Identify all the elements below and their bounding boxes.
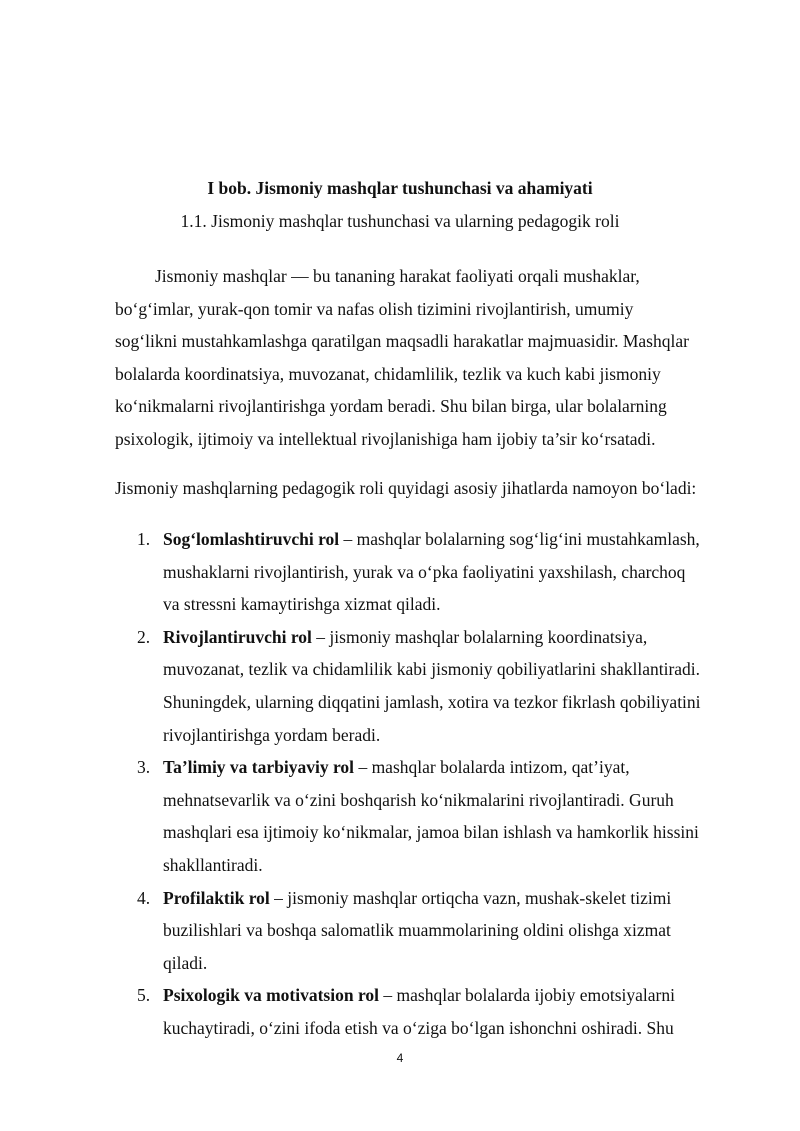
list-number: 2. xyxy=(137,626,151,647)
role-term: Profilaktik rol xyxy=(163,887,270,908)
list-item xyxy=(115,523,745,621)
page-number: 4 xyxy=(396,1051,404,1065)
intro-paragraph xyxy=(115,260,745,456)
paragraph-line: bo‘g‘imlar, yurak-qon tomir va nafas olish tizimini rivojlantirish, umumiy xyxy=(115,298,634,319)
role-text: buzilishlari va boshqa salomatlik muammolarining oldini olishga xizmat xyxy=(163,920,671,941)
chapter-title: I bob. Jismoniy mashqlar tushunchasi va ahamiyati xyxy=(207,178,593,198)
paragraph-line: psixologik, ijtimoiy va intellektual rivojlanishiga ham ijobiy ta’sir ko‘rsatadi. xyxy=(115,428,656,449)
list-number: 1. xyxy=(137,529,151,549)
list-item xyxy=(115,621,745,751)
role-term: Rivojlantiruvchi rol xyxy=(163,626,312,647)
role-text: qiladi. xyxy=(163,952,208,973)
role-text: kuchaytiradi, o‘zini ifoda etish va o‘ziga bo‘lgan ishonchni oshiradi. Shu xyxy=(163,1017,674,1038)
role-text: va stressni kamaytirishga xizmat qiladi. xyxy=(163,594,441,615)
list-item xyxy=(115,979,745,1044)
role-text: Shuningdek, ularning diqqatini jamlash, xotira va tezkor fikrlash qobiliyatini xyxy=(163,691,701,712)
list-item xyxy=(115,751,745,881)
role-text: shakllantiradi. xyxy=(163,854,263,875)
role-text: – mashqlar bolalarning sog‘lig‘ini mustahkamlash, xyxy=(339,529,700,549)
role-term: Sog‘lomlashtiruvchi rol xyxy=(163,529,340,549)
role-text: – jismoniy mashqlar bolalarning koordinatsiya, xyxy=(311,626,648,647)
paragraph-line: sog‘likni mustahkamlashga qaratilgan maqsadli harakatlar majmuasidir. Mashqlar xyxy=(115,331,689,352)
role-text: muvozanat, tezlik va chidamlilik kabi jismoniy qobiliyatlarini shakllantiradi. xyxy=(163,659,701,680)
role-text: – jismoniy mashqlar ortiqcha vazn, mushak-skelet tizimi xyxy=(269,887,672,908)
role-term: Ta’limiy va tarbiyaviy rol xyxy=(163,757,355,778)
list-item xyxy=(115,882,745,980)
role-text: – mashqlar bolalarda ijobiy emotsiyalarni xyxy=(379,985,675,1006)
paragraph-line: ko‘nikmalarni rivojlantirishga yordam beradi. Shu bilan birga, ular bolalarning xyxy=(115,396,667,417)
role-term: Psixologik va motivatsion rol xyxy=(163,985,380,1006)
roles-list xyxy=(115,523,745,1045)
lead-in-paragraph: Jismoniy mashqlarning pedagogik roli quyidagi asosiy jihatlarda namoyon bo‘ladi: xyxy=(115,478,697,498)
paragraph-line: bolalarda koordinatsiya, muvozanat, chidamlilik, tezlik va kuch kabi jismoniy xyxy=(115,363,661,384)
role-text: mashqlari esa ijtimoiy ko‘nikmalar, jamoa bilan ishlash va hamkorlik hissini xyxy=(163,822,699,843)
section-title: 1.1. Jismoniy mashqlar tushunchasi va ularning pedagogik roli xyxy=(180,211,620,231)
role-text: mushaklarni rivojlantirish, yurak va o‘pka faoliyatini yaxshilash, charchoq xyxy=(163,561,686,582)
list-number: 4. xyxy=(137,887,151,908)
role-text: rivojlantirishga yordam beradi. xyxy=(163,724,381,745)
paragraph-line: Jismoniy mashqlar — bu tananing harakat faoliyati orqali mushaklar, xyxy=(155,266,640,286)
role-text: – mashqlar bolalarda intizom, qat’iyat, xyxy=(354,757,630,778)
list-number: 3. xyxy=(137,757,151,778)
role-text: mehnatsevarlik va o‘zini boshqarish ko‘nikmalarini rivojlantiradi. Guruh xyxy=(163,789,674,810)
list-number: 5. xyxy=(137,985,151,1006)
